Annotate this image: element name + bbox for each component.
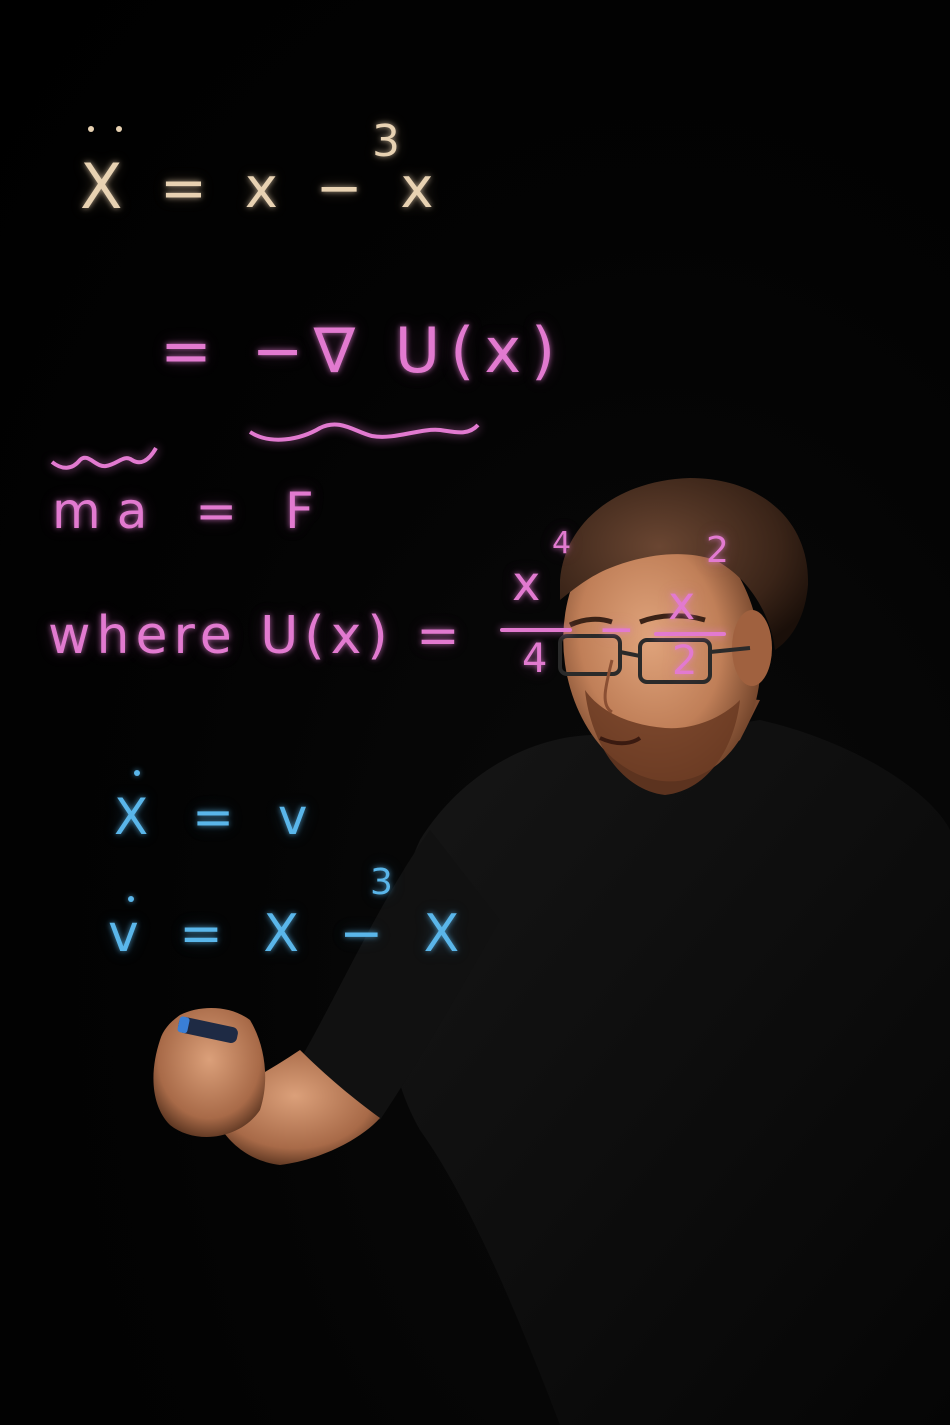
line6-exponent: 3	[370, 862, 403, 903]
line4-frac1-num-exp: 4	[552, 526, 582, 561]
line3-equation: ma = F	[52, 482, 330, 540]
line5-equation: X = v	[114, 788, 322, 846]
line1-ddot-dot-right	[116, 126, 122, 132]
line4-frac1-num: x	[512, 556, 551, 612]
line4-frac1-bar	[500, 628, 572, 632]
line5-dot	[134, 770, 140, 776]
line2-equation: = −∇ U(x)	[160, 314, 566, 387]
line6-dot	[128, 896, 134, 902]
line4-prefix: where U(x) =	[48, 606, 466, 666]
line1-rhs: = x − x	[160, 156, 444, 221]
line4-frac2-bar	[654, 632, 726, 636]
line1-exponent: 3	[372, 116, 410, 167]
line1-lhs: X	[80, 150, 133, 223]
line4-minus: −	[598, 604, 645, 655]
line1-ddot-dot-left	[88, 126, 94, 132]
line4-frac2-num-exp: 2	[706, 530, 739, 571]
shirt-torso	[386, 720, 950, 1425]
line4-frac2-den: 2	[672, 638, 708, 684]
line4-frac2-num: x	[668, 576, 706, 630]
line6-equation: v = X − X	[108, 904, 472, 964]
line4-frac1-den: 4	[522, 636, 558, 682]
